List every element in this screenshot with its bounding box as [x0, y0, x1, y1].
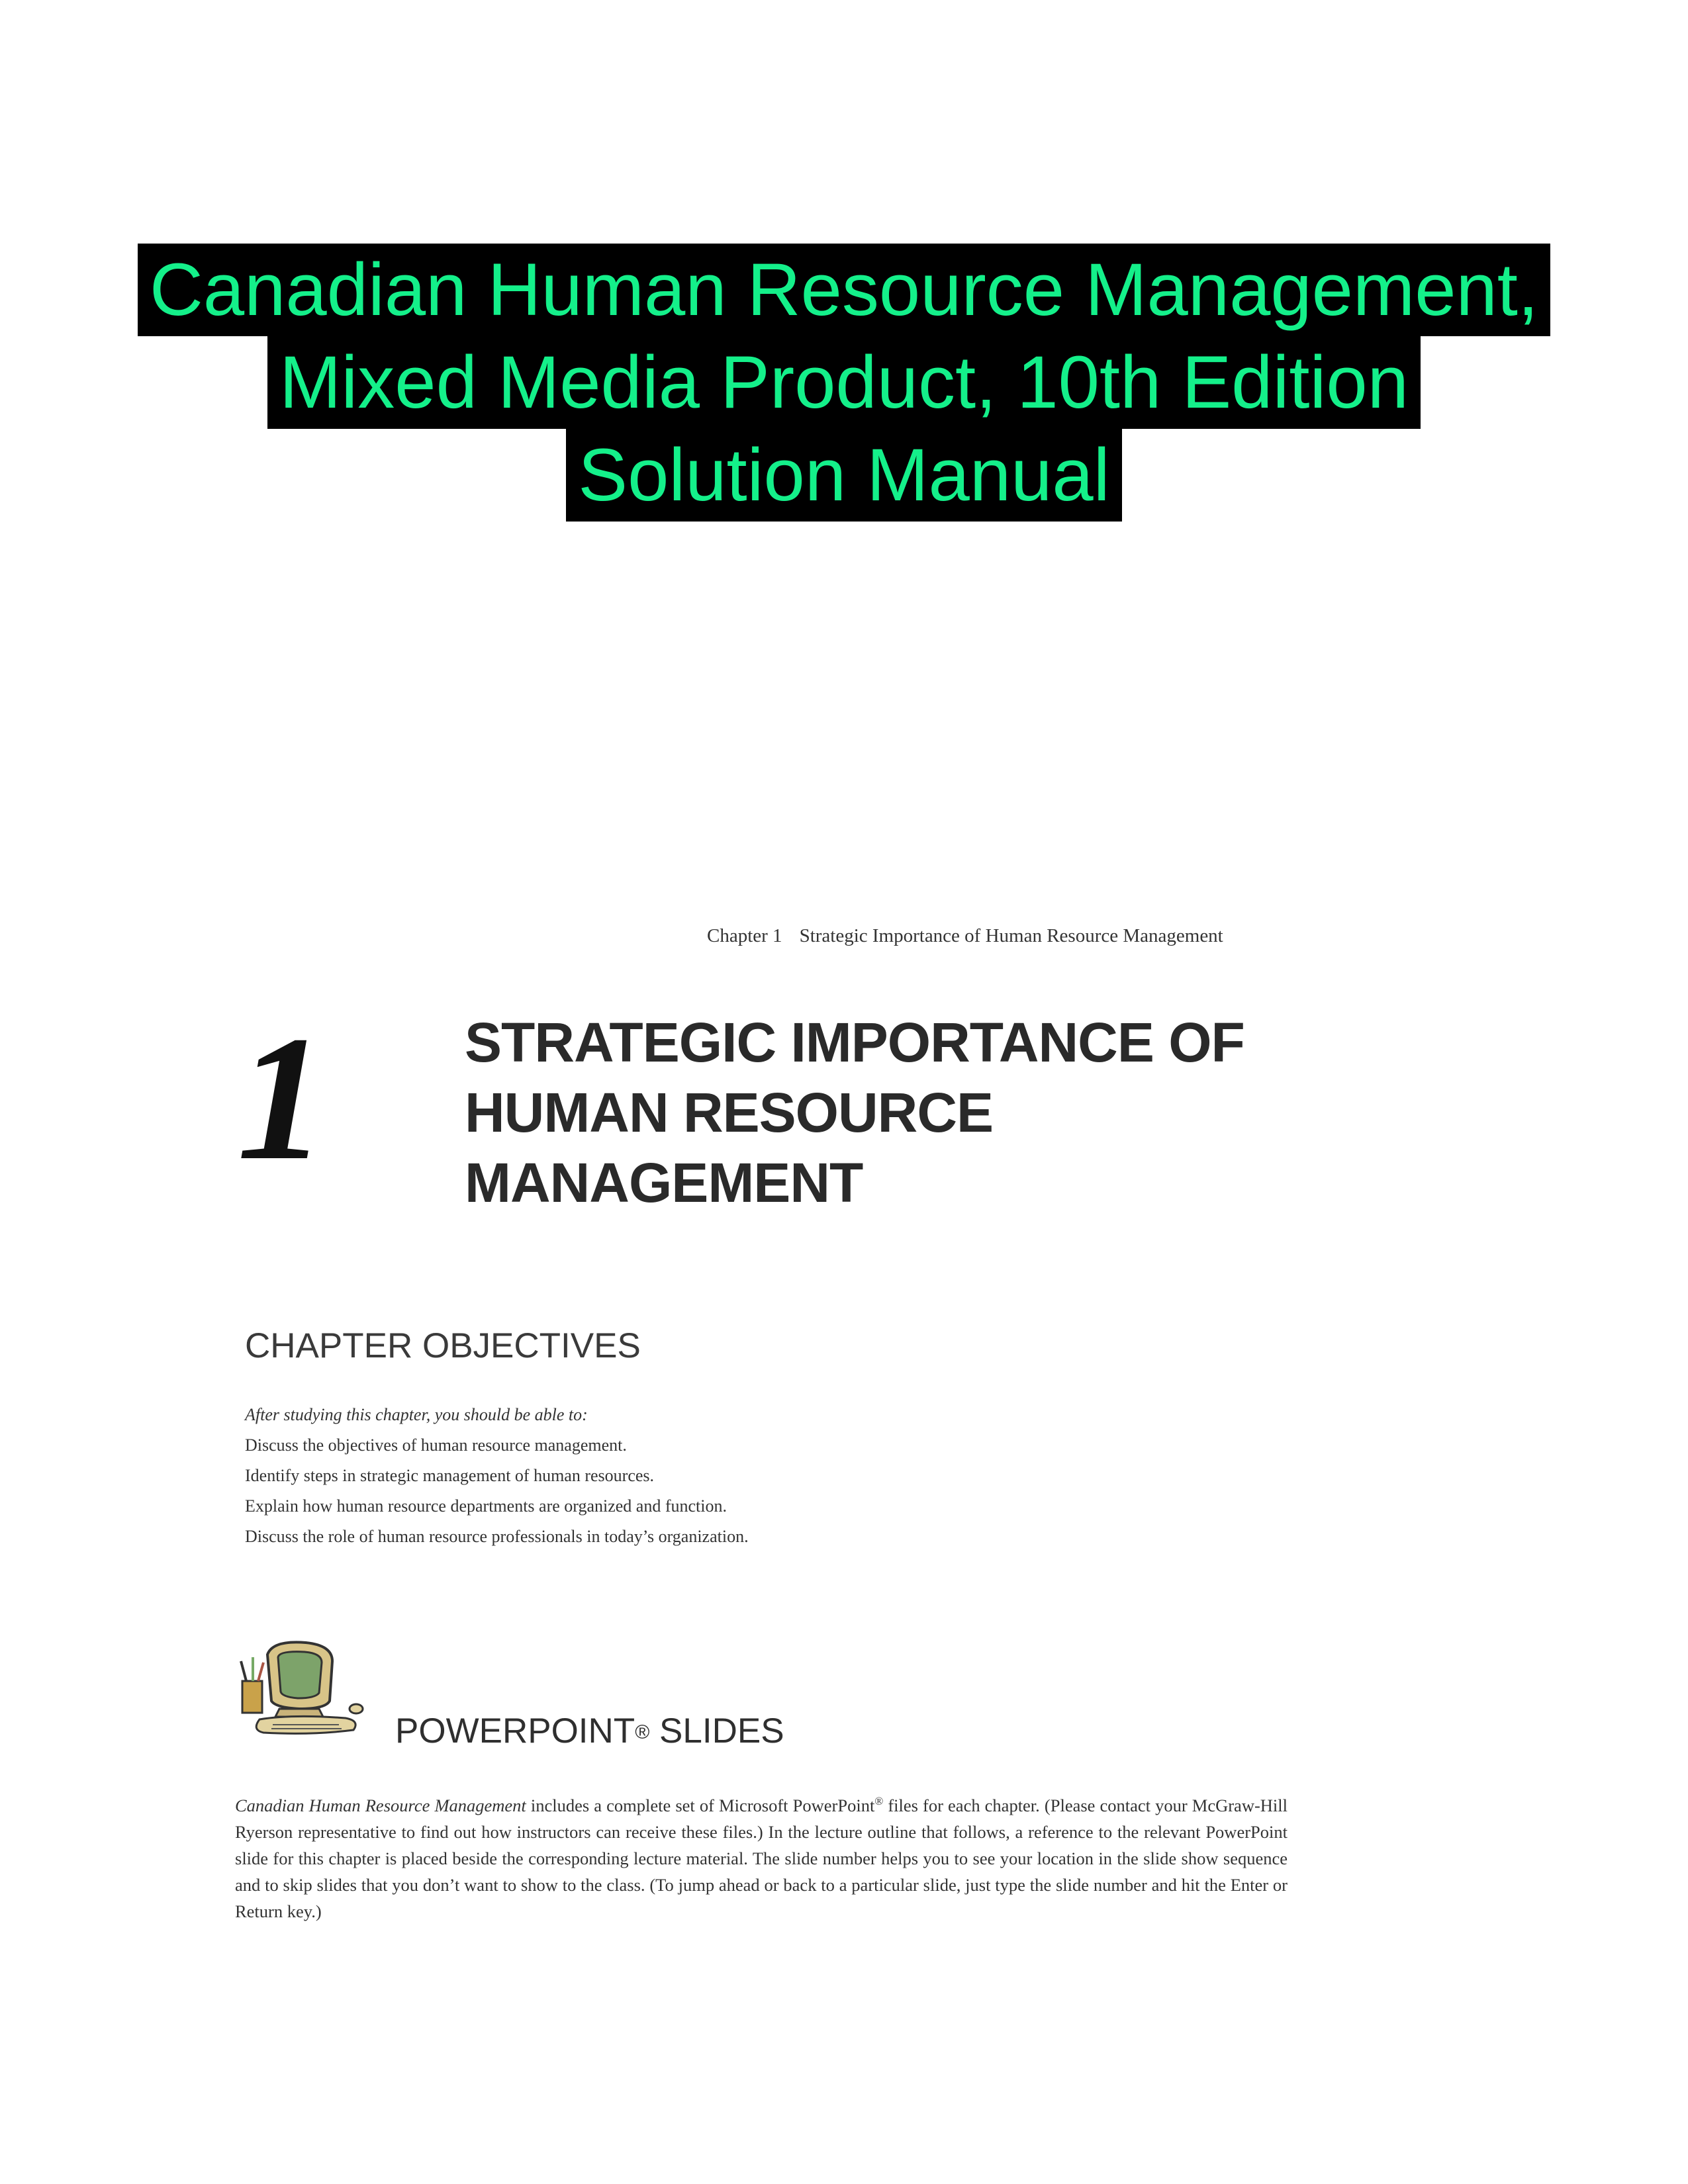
paragraph-text-part2: files for each chapter. (Please contact your McGraw-Hill Ryerson representative to find out how instructors can receive these files.) In the lecture outline that follows, a reference to the relevant PowerPoint slide for this chapter is placed beside the corresponding lecture material. The slide number helps you to see your location in the slide show sequence and to skip slides that you don’t want to show to the class. (To jump ahead or back to a particular slide, just type the slide number and hit the Enter or Return key.) [235, 1796, 1288, 1921]
chapter-title-line: MANAGEMENT [465, 1152, 863, 1214]
book-title: Canadian Human Resource Management [235, 1796, 526, 1815]
objectives-list [245, 1400, 749, 1552]
powerpoint-paragraph [235, 1792, 1288, 1925]
paragraph-text-part1: includes a complete set of Microsoft PowerPoint [526, 1796, 875, 1815]
objectives-intro: After studying this chapter, you should be able to: [245, 1405, 588, 1424]
registered-mark: ® [874, 1795, 884, 1808]
chapter-title-line: HUMAN RESOURCE [465, 1081, 994, 1144]
running-header-title: Strategic Importance of Human Resource Management [799, 925, 1223, 946]
banner-line-2: Mixed Media Product, 10th Edition [267, 336, 1421, 429]
chapter-title-line: STRATEGIC IMPORTANCE OF [465, 1011, 1244, 1073]
powerpoint-heading-text: POWERPOINT [395, 1711, 635, 1751]
objective-item: Explain how human resource departments are organized and function. [245, 1496, 727, 1516]
objectives-heading: CHAPTER OBJECTIVES [245, 1326, 641, 1365]
banner-line-1: Canadian Human Resource Management, [138, 244, 1550, 336]
banner-line-3: Solution Manual [566, 429, 1121, 522]
powerpoint-heading-suffix: SLIDES [649, 1711, 784, 1751]
objective-item: Discuss the role of human resource professionals in today’s organization. [245, 1527, 749, 1546]
registered-mark: ® [635, 1721, 650, 1743]
powerpoint-heading [395, 1711, 784, 1751]
running-header-chapter: Chapter 1 [707, 925, 782, 946]
running-header [707, 925, 1223, 947]
objective-item: Discuss the objectives of human resource management. [245, 1435, 627, 1455]
chapter-number: 1 [237, 999, 326, 1197]
objective-item: Identify steps in strategic management of human resources. [245, 1466, 655, 1485]
chapter-title [465, 1007, 1325, 1218]
computer-icon [233, 1635, 365, 1741]
